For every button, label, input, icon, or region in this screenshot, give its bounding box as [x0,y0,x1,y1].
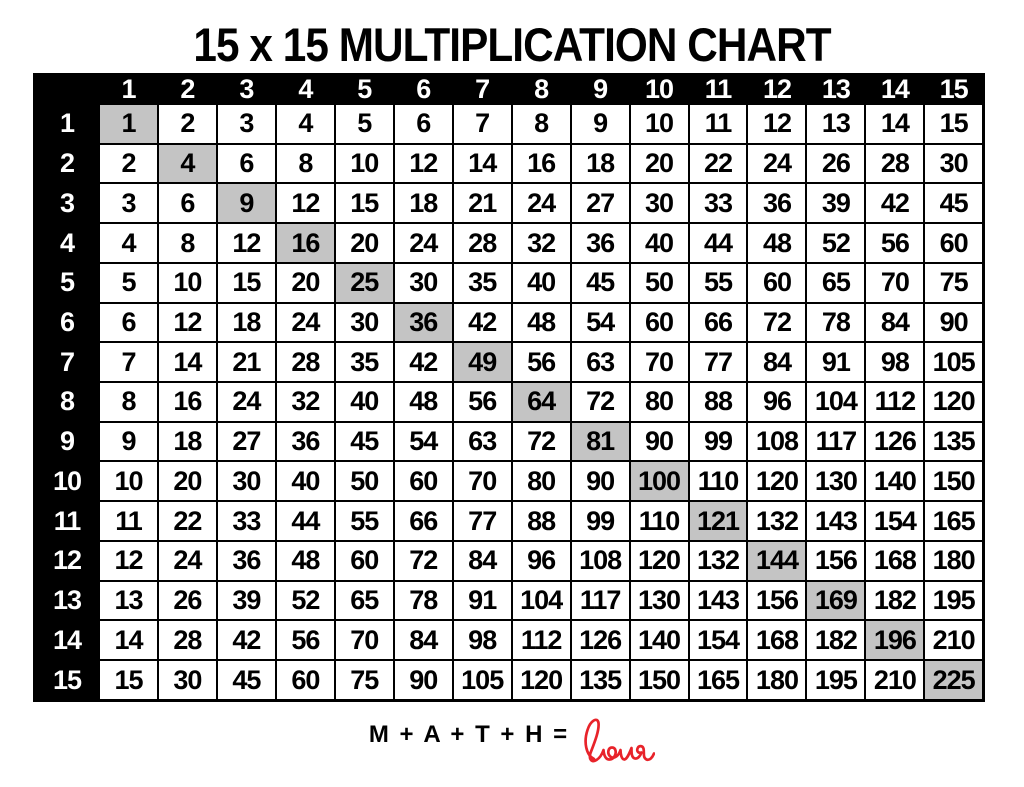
cell-15x3: 45 [217,660,276,700]
cell-4x1: 4 [99,223,158,263]
cell-4x7: 28 [453,223,512,263]
cell-7x7: 49 [453,342,512,382]
love-script-word [577,714,655,770]
cell-9x2: 18 [158,422,217,462]
col-header-14: 14 [865,75,924,105]
cell-3x10: 30 [630,183,689,223]
col-header-5: 5 [335,75,394,105]
cell-13x1: 13 [99,581,158,621]
cell-3x8: 24 [512,183,571,223]
cell-13x11: 143 [689,581,748,621]
cell-6x14: 84 [865,303,924,343]
cell-11x11: 121 [689,501,748,541]
cell-12x12: 144 [747,541,806,581]
cell-11x8: 88 [512,501,571,541]
col-header-10: 10 [630,75,689,105]
cell-9x14: 126 [865,422,924,462]
cell-7x11: 77 [689,342,748,382]
cell-3x12: 36 [747,183,806,223]
cell-11x14: 154 [865,501,924,541]
cell-6x13: 78 [806,303,865,343]
cell-13x3: 39 [217,581,276,621]
cell-4x9: 36 [571,223,630,263]
cell-8x4: 32 [276,382,335,422]
cell-7x4: 28 [276,342,335,382]
cell-2x9: 18 [571,144,630,184]
row-header-13: 13 [35,581,100,621]
cell-8x13: 104 [806,382,865,422]
cell-1x3: 3 [217,104,276,144]
cell-7x10: 70 [630,342,689,382]
cell-9x9: 81 [571,422,630,462]
cell-13x10: 130 [630,581,689,621]
cell-12x7: 84 [453,541,512,581]
footer-equation: M + A + T + H = [368,721,570,748]
cell-14x9: 126 [571,620,630,660]
col-header-3: 3 [217,75,276,105]
cell-14x15: 210 [924,620,983,660]
corner-cell [35,75,100,105]
cell-13x4: 52 [276,581,335,621]
col-header-1: 1 [99,75,158,105]
cell-2x4: 8 [276,144,335,184]
cell-1x15: 15 [924,104,983,144]
love-script-path [586,720,654,761]
cell-7x8: 56 [512,342,571,382]
cell-9x3: 27 [217,422,276,462]
cell-12x14: 168 [865,541,924,581]
cell-4x10: 40 [630,223,689,263]
cell-4x4: 16 [276,223,335,263]
cell-12x10: 120 [630,541,689,581]
cell-9x10: 90 [630,422,689,462]
cell-8x14: 112 [865,382,924,422]
row-header-4: 4 [35,223,100,263]
cell-15x13: 195 [806,660,865,700]
cell-3x6: 18 [394,183,453,223]
cell-8x7: 56 [453,382,512,422]
cell-11x5: 55 [335,501,394,541]
cell-6x1: 6 [99,303,158,343]
cell-5x3: 15 [217,263,276,303]
row-header-12: 12 [35,541,100,581]
cell-8x11: 88 [689,382,748,422]
cell-5x2: 10 [158,263,217,303]
cell-8x2: 16 [158,382,217,422]
cell-13x14: 182 [865,581,924,621]
cell-6x11: 66 [689,303,748,343]
row-header-9: 9 [35,422,100,462]
cell-5x12: 60 [747,263,806,303]
cell-3x2: 6 [158,183,217,223]
table-row-2 [35,144,984,184]
table-row-14 [35,620,984,660]
cell-1x9: 9 [571,104,630,144]
cell-2x7: 14 [453,144,512,184]
cell-15x6: 90 [394,660,453,700]
cell-4x6: 24 [394,223,453,263]
cell-1x8: 8 [512,104,571,144]
cell-5x8: 40 [512,263,571,303]
cell-14x14: 196 [865,620,924,660]
cell-13x6: 78 [394,581,453,621]
cell-10x5: 50 [335,461,394,501]
footer [0,714,1024,770]
cell-4x15: 60 [924,223,983,263]
cell-15x2: 30 [158,660,217,700]
cell-11x15: 165 [924,501,983,541]
cell-4x12: 48 [747,223,806,263]
cell-9x12: 108 [747,422,806,462]
cell-12x3: 36 [217,541,276,581]
cell-11x2: 22 [158,501,217,541]
cell-14x8: 112 [512,620,571,660]
cell-13x2: 26 [158,581,217,621]
cell-12x1: 12 [99,541,158,581]
cell-9x15: 135 [924,422,983,462]
cell-13x12: 156 [747,581,806,621]
cell-7x5: 35 [335,342,394,382]
cell-2x11: 22 [689,144,748,184]
col-header-7: 7 [453,75,512,105]
cell-2x6: 12 [394,144,453,184]
cell-2x5: 10 [335,144,394,184]
cell-5x9: 45 [571,263,630,303]
cell-2x1: 2 [99,144,158,184]
cell-6x12: 72 [747,303,806,343]
cell-4x3: 12 [217,223,276,263]
cell-9x7: 63 [453,422,512,462]
cell-3x7: 21 [453,183,512,223]
cell-10x3: 30 [217,461,276,501]
cell-12x11: 132 [689,541,748,581]
cell-5x14: 70 [865,263,924,303]
cell-3x11: 33 [689,183,748,223]
cell-1x2: 2 [158,104,217,144]
cell-8x10: 80 [630,382,689,422]
cell-14x4: 56 [276,620,335,660]
row-header-8: 8 [35,382,100,422]
cell-9x11: 99 [689,422,748,462]
cell-9x13: 117 [806,422,865,462]
cell-10x8: 80 [512,461,571,501]
col-header-12: 12 [747,75,806,105]
cell-6x6: 36 [394,303,453,343]
cell-14x1: 14 [99,620,158,660]
cell-5x7: 35 [453,263,512,303]
cell-6x3: 18 [217,303,276,343]
cell-15x10: 150 [630,660,689,700]
col-header-6: 6 [394,75,453,105]
row-header-1: 1 [35,104,100,144]
cell-13x5: 65 [335,581,394,621]
cell-5x13: 65 [806,263,865,303]
cell-10x9: 90 [571,461,630,501]
cell-5x11: 55 [689,263,748,303]
cell-6x9: 54 [571,303,630,343]
cell-3x15: 45 [924,183,983,223]
cell-3x3: 9 [217,183,276,223]
row-header-10: 10 [35,461,100,501]
row-header-7: 7 [35,342,100,382]
cell-3x5: 15 [335,183,394,223]
cell-9x6: 54 [394,422,453,462]
row-header-15: 15 [35,660,100,700]
cell-2x12: 24 [747,144,806,184]
cell-10x6: 60 [394,461,453,501]
cell-8x3: 24 [217,382,276,422]
cell-5x4: 20 [276,263,335,303]
cell-13x15: 195 [924,581,983,621]
cell-12x9: 108 [571,541,630,581]
cell-12x6: 72 [394,541,453,581]
cell-6x15: 90 [924,303,983,343]
col-header-2: 2 [158,75,217,105]
cell-7x6: 42 [394,342,453,382]
cell-7x1: 7 [99,342,158,382]
cell-8x8: 64 [512,382,571,422]
cell-3x13: 39 [806,183,865,223]
cell-4x8: 32 [512,223,571,263]
cell-12x13: 156 [806,541,865,581]
cell-13x8: 104 [512,581,571,621]
cell-10x4: 40 [276,461,335,501]
cell-2x14: 28 [865,144,924,184]
cell-10x10: 100 [630,461,689,501]
cell-11x12: 132 [747,501,806,541]
table-row-5 [35,263,984,303]
cell-7x14: 98 [865,342,924,382]
cell-1x6: 6 [394,104,453,144]
cell-12x15: 180 [924,541,983,581]
cell-6x4: 24 [276,303,335,343]
cell-2x8: 16 [512,144,571,184]
col-header-4: 4 [276,75,335,105]
col-header-11: 11 [689,75,748,105]
cell-8x6: 48 [394,382,453,422]
table-row-3 [35,183,984,223]
cell-7x13: 91 [806,342,865,382]
cell-8x15: 120 [924,382,983,422]
cell-2x10: 20 [630,144,689,184]
table-row-7 [35,342,984,382]
cell-10x11: 110 [689,461,748,501]
row-header-11: 11 [35,501,100,541]
cell-2x13: 26 [806,144,865,184]
cell-15x1: 15 [99,660,158,700]
cell-14x3: 42 [217,620,276,660]
cell-14x6: 84 [394,620,453,660]
cell-11x4: 44 [276,501,335,541]
cell-14x12: 168 [747,620,806,660]
cell-7x2: 14 [158,342,217,382]
cell-8x9: 72 [571,382,630,422]
table-row-9 [35,422,984,462]
cell-15x15: 225 [924,660,983,700]
cell-4x11: 44 [689,223,748,263]
cell-2x3: 6 [217,144,276,184]
cell-3x9: 27 [571,183,630,223]
cell-3x1: 3 [99,183,158,223]
cell-9x1: 9 [99,422,158,462]
cell-15x12: 180 [747,660,806,700]
cell-12x2: 24 [158,541,217,581]
col-header-13: 13 [806,75,865,105]
cell-14x10: 140 [630,620,689,660]
cell-15x8: 120 [512,660,571,700]
row-header-6: 6 [35,303,100,343]
cell-6x7: 42 [453,303,512,343]
cell-7x12: 84 [747,342,806,382]
col-header-9: 9 [571,75,630,105]
cell-10x13: 130 [806,461,865,501]
cell-15x5: 75 [335,660,394,700]
cell-11x9: 99 [571,501,630,541]
table-row-12 [35,541,984,581]
table-row-1 [35,104,984,144]
cell-14x11: 154 [689,620,748,660]
cell-1x7: 7 [453,104,512,144]
cell-14x13: 182 [806,620,865,660]
row-header-3: 3 [35,183,100,223]
table-row-15 [35,660,984,700]
page-title: 15 x 15 MULTIPLICATION CHART [193,18,831,72]
cell-1x5: 5 [335,104,394,144]
table-row-11 [35,501,984,541]
cell-9x8: 72 [512,422,571,462]
cell-8x5: 40 [335,382,394,422]
cell-11x10: 110 [630,501,689,541]
table-row-13 [35,581,984,621]
cell-14x7: 98 [453,620,512,660]
col-header-8: 8 [512,75,571,105]
row-header-2: 2 [35,144,100,184]
cell-6x10: 60 [630,303,689,343]
cell-13x7: 91 [453,581,512,621]
cell-1x12: 12 [747,104,806,144]
cell-5x15: 75 [924,263,983,303]
table-row-10 [35,461,984,501]
cell-10x7: 70 [453,461,512,501]
row-header-5: 5 [35,263,100,303]
cell-14x5: 70 [335,620,394,660]
cell-11x3: 33 [217,501,276,541]
cell-1x11: 11 [689,104,748,144]
cell-9x5: 45 [335,422,394,462]
cell-6x2: 12 [158,303,217,343]
header-row [35,75,984,105]
cell-2x15: 30 [924,144,983,184]
cell-3x4: 12 [276,183,335,223]
table-row-8 [35,382,984,422]
cell-5x5: 25 [335,263,394,303]
cell-10x1: 10 [99,461,158,501]
cell-8x1: 8 [99,382,158,422]
cell-15x4: 60 [276,660,335,700]
cell-11x1: 11 [99,501,158,541]
cell-14x2: 28 [158,620,217,660]
table-row-6 [35,303,984,343]
cell-1x1: 1 [99,104,158,144]
cell-1x10: 10 [630,104,689,144]
cell-5x10: 50 [630,263,689,303]
cell-1x13: 13 [806,104,865,144]
cell-5x6: 30 [394,263,453,303]
cell-6x5: 30 [335,303,394,343]
cell-12x8: 96 [512,541,571,581]
cell-5x1: 5 [99,263,158,303]
cell-11x7: 77 [453,501,512,541]
multiplication-table [33,73,985,702]
table-row-4 [35,223,984,263]
cell-11x13: 143 [806,501,865,541]
cell-7x3: 21 [217,342,276,382]
cell-15x14: 210 [865,660,924,700]
cell-4x2: 8 [158,223,217,263]
cell-10x12: 120 [747,461,806,501]
cell-13x9: 117 [571,581,630,621]
cell-4x5: 20 [335,223,394,263]
cell-9x4: 36 [276,422,335,462]
cell-10x14: 140 [865,461,924,501]
cell-4x14: 56 [865,223,924,263]
cell-15x7: 105 [453,660,512,700]
cell-15x9: 135 [571,660,630,700]
cell-4x13: 52 [806,223,865,263]
cell-11x6: 66 [394,501,453,541]
row-header-14: 14 [35,620,100,660]
cell-6x8: 48 [512,303,571,343]
cell-13x13: 169 [806,581,865,621]
cell-3x14: 42 [865,183,924,223]
cell-10x2: 20 [158,461,217,501]
table-body [35,104,984,701]
cell-10x15: 150 [924,461,983,501]
cell-12x4: 48 [276,541,335,581]
cell-7x9: 63 [571,342,630,382]
cell-12x5: 60 [335,541,394,581]
cell-7x15: 105 [924,342,983,382]
col-header-15: 15 [924,75,983,105]
cell-8x12: 96 [747,382,806,422]
cell-1x4: 4 [276,104,335,144]
table-header-row [35,75,984,105]
cell-1x14: 14 [865,104,924,144]
cell-2x2: 4 [158,144,217,184]
cell-15x11: 165 [689,660,748,700]
